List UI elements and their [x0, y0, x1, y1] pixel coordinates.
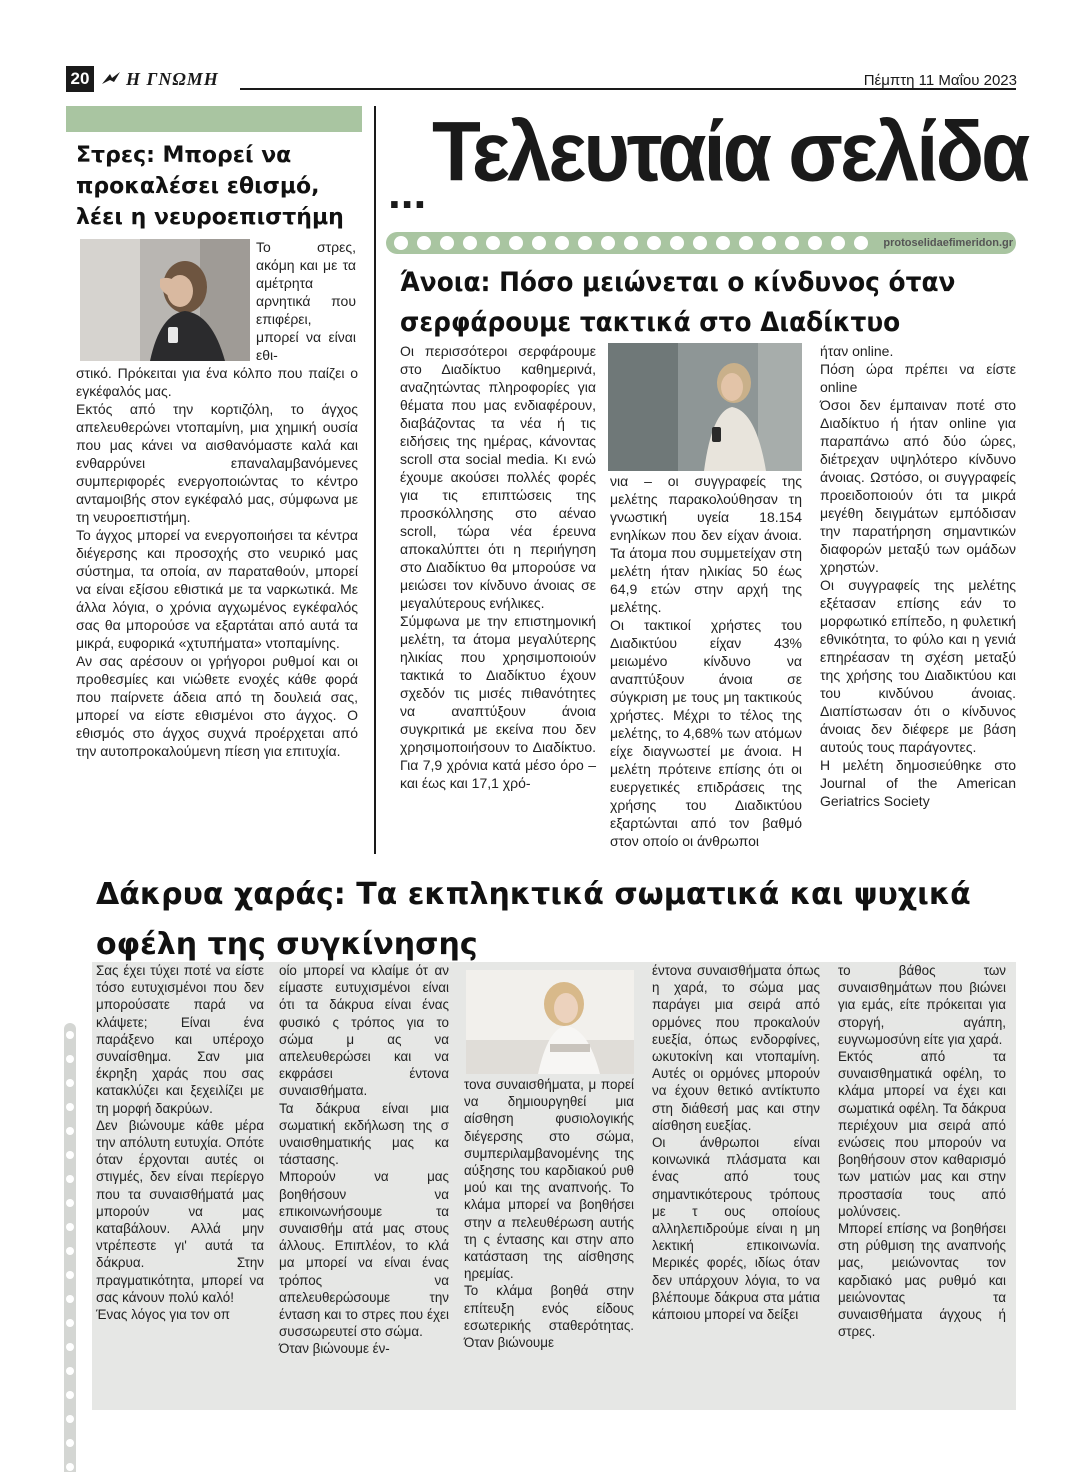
tears-paragraph: τονα συναισθήματα, μ πορεί να δημιουργηθεί μια αίσθηση φυσιολογικής διέγερσης στο σώμα, συμπεριλαμβανομένης της αύξησης του καρδιακού ρυθ μού και της αναπνοής. Το κλάμα μπορεί να βοηθήσει στην α πελευθέρωση αυτής τη ς έντασης και στην απο κατάσταση της αίσθησης ηρεμίας. — [464, 1077, 634, 1282]
stress-body — [76, 364, 358, 760]
decorative-dot — [66, 1103, 74, 1111]
tears-paragraph: Τα δάκρυα είναι μια σωματική εκδήλωση της σ υναισθηματικής μας κα τάστασης. — [279, 1100, 449, 1168]
dementia-subheading: Πόση ώρα πρέπει να είστε online — [820, 361, 1016, 395]
stress-paragraph: Αν σας αρέσουν οι γρήγοροι ρυθμοί και οι προθεσμίες και νιώθετε ενοχές κάθε φορά που παίρνετε άδεια από τη δουλειά σας, μπορεί να είστε εθισμένοι στο άγχος. Ο εθισμός στο άγχος συχνά προέρχεται από την αυτοπροκαλούμενη πίεση για επιτυχία. — [76, 653, 358, 759]
vertical-dots-band — [64, 874, 76, 1472]
dementia-paragraph: Οι συγγραφείς της μελέτης εξέτασαν επίσης εάν το μορφωτικό επίπεδο, η φυλετική εθνικότητα, το φύλο και η γενιά επηρέασαν τη σχέση μεταξύ της χρήσης του Διαδικτύου και του κινδύνου άνοιας. Διαπίστωσαν ότι ο κίνδυνος άνοιας δεν διέφερε με βάση αυτούς τους παράγοντες. — [820, 577, 1016, 755]
tears-column-4 — [652, 962, 820, 1323]
decorative-dot — [394, 236, 408, 250]
decorative-dot — [66, 1247, 74, 1255]
decorative-dot — [854, 236, 868, 250]
tears-column-3 — [464, 1076, 634, 1351]
tears-paragraph: Μπορεί επίσης να βοηθήσει στη ρύθμιση της αναπνοής μας, μειώνοντας τον καρδιακό μας ρυθμό και μειώνοντας τα συναισθήματα άγχους ή στρες. — [838, 1221, 1006, 1340]
dementia-photo — [608, 343, 802, 471]
stress-headline: Στρες: Μπορεί να προκαλέσει εθισμό, λέει η νευροεπιστήμη — [76, 143, 344, 230]
tears-paragraph: Οι άνθρωποι είναι κοινωνικά πλάσματα και ένας από τους σημαντικότερους τρόπους με τ ους οποίους αλληλεπιδρούμε είναι η μη λεκτική επικοινωνία. Μερικές φορές, ιδίως όταν δεν υπάρχουν λόγια, το να βλέπουμε δάκρυα στα μάτια κάποιου μπορεί να δείξει — [652, 1135, 820, 1323]
decorative-dot — [66, 1367, 74, 1375]
decorative-dot — [578, 236, 592, 250]
section-title: Τελευταία σελίδα — [432, 105, 1028, 199]
decorative-dot — [739, 236, 753, 250]
decorative-dot — [66, 1415, 74, 1423]
decorative-dot — [66, 1271, 74, 1279]
decorative-dot — [808, 236, 822, 250]
dementia-paragraph: Όσοι δεν έμπαιναν ποτέ στο Διαδίκτυο ή ήταν online για παραπάνω από δύο ώρες, διέτρεχαν υψηλότερο κίνδυνο άνοιας. Ωστόσο, οι συγγραφείς προειδοποιούν ότι τα μικρά μεγέθη δειγμάτων εμπόδισαν την παρατήρηση σημαντικών διαφορών μεταξύ των ομάδων χρηστών. — [820, 397, 1016, 575]
decorative-dot — [762, 236, 776, 250]
decorative-dot — [463, 236, 477, 250]
dementia-paragraph: Η μελέτη δημοσιεύθηκε στο Journal of the American Geriatrics Society — [820, 757, 1016, 809]
decorative-dot — [831, 236, 845, 250]
tears-column-1 — [96, 962, 264, 1323]
bird-logo-icon — [100, 68, 122, 90]
decorative-dot — [66, 1127, 74, 1135]
decorative-dot — [66, 1031, 74, 1039]
source-watermark: protoselidaefimeridon.gr — [883, 237, 1013, 249]
dementia-paragraph: ήταν online. — [820, 343, 894, 359]
dementia-column-2 — [610, 472, 802, 850]
left-accent-bar — [66, 106, 362, 132]
decorative-dot — [66, 1079, 74, 1087]
decorative-dot — [647, 236, 661, 250]
decorative-dot — [417, 236, 431, 250]
decorative-dot — [601, 236, 615, 250]
decorative-dot — [66, 1055, 74, 1063]
tears-paragraph: Δεν βιώνουμε κάθε μέρα την απόλυτη ευτυχία. Οπότε όταν έρχονται αυτές οι στιγμές, δεν είναι περίεργο που τα συναισθήματά μας μπορούν να μας καταβάλουν. Αλλά μην ντρέπεστε γι' αυτά τα δάκρυα. Στην πραγματικότητα, μπορεί να σας κάνουν πολύ καλό! — [96, 1117, 264, 1305]
stress-intro-text: Το στρες, ακόμη και με τα αμέτρητα αρνητικά που επιφέρει, μπορεί να είναι εθι- — [256, 239, 356, 363]
dementia-column-3 — [820, 342, 1016, 810]
decorative-dot — [486, 236, 500, 250]
tears-paragraph: έντονα συναισθήματα όπως η χαρά, το σώμα μας παράγει μια σειρά από ορμόνες που προκαλούν ευεξία, όπως ενδορφίνες, ωκυτοκίνη και ντοπαμίνη. Αυτές οι ορμόνες μπορούν να έχουν θετικό αντίκτυπο στη διάθεσή μας και στην αίσθηση ευεξίας. — [652, 963, 820, 1133]
decorative-dot — [66, 1463, 74, 1471]
page-number: 20 — [66, 66, 94, 92]
stress-paragraph: στικό. Πρόκειται για ένα κόλπο που παίζει ο εγκέφαλός μας. — [76, 365, 358, 399]
tears-paragraph: Το κλάμα βοηθά στην επίτευξη ενός είδους εσωτερικής σταθερότητας. Όταν βιώνουμε — [464, 1283, 634, 1351]
tears-headline: Δάκρυα χαράς: Τα εκπληκτικά σωματικά και ψυχικά οφέλη της συγκίνησης — [96, 877, 971, 962]
decorative-dot — [66, 1295, 74, 1303]
newspaper-name: Η ΓΝΩΜΗ — [126, 68, 219, 89]
decorative-dot — [66, 1343, 74, 1351]
decorative-dot — [66, 1319, 74, 1327]
decorative-dot — [532, 236, 546, 250]
stress-paragraph: Εκτός από την κορτιζόλη, το άγχος απελευθερώνει ντοπαμίνη, μια χημική ουσία που μας κάνει να αισθανόμαστε καλά και ενθαρρύνει επαναλαμβανόμενες συμπεριφορές ενεργοποιώντας το κέντρο ανταμοιβής στον εγκέφαλό μας, σύμφωνα με τη νευροεπιστήμη. — [76, 401, 358, 525]
decorative-dot — [66, 1175, 74, 1183]
tears-paragraph: Όταν βιώνουμε έν- — [279, 1341, 390, 1357]
tears-paragraph: Μπορούν να μας βοηθήσουν να επικοινωνήσουμε τα συναισθήμ ατά μας στους άλλους. Επιπλέον, το κλά μα μπορεί να είναι ένας τρόπος να απελευθερώσουμε την ένταση και το στρες που έχει συσσωρευτεί στο σώμα. — [279, 1169, 449, 1340]
decorative-dot — [555, 236, 569, 250]
dementia-paragraph: νια – οι συγγραφείς της μελέτης παρακολούθησαν τη γνωστική υγεία 18.154 ενηλίκων που δεν είχαν άνοια. Τα άτομα που συμμετείχαν στη μελέτη ήταν ηλικίας 50 έως 64,9 ετών στην αρχή της μελέτης. — [610, 473, 802, 615]
dementia-column-1 — [400, 342, 596, 792]
dementia-paragraph: Σύμφωνα με την επιστημονική μελέτη, τα άτομα μεγαλύτερης ηλικίας που χρησιμοποιούν τακτικά το Διαδίκτυο έχουν σχεδόν τις μισές πιθανότητες να αναπτύξουν άνοια συγκριτικά με εκείνα που δεν χρησιμοποιήσουν το Διαδίκτυο. Για 7,9 χρόνια κατά μέσο όρο – και έως και 17,1 χρό- — [400, 613, 596, 791]
tears-paragraph: Ένας λόγος για τον οπ — [96, 1307, 230, 1323]
decorative-dot — [66, 1151, 74, 1159]
decorative-dot — [66, 1223, 74, 1231]
tears-paragraph: το βάθος των συναισθημάτων που βιώνει για εμάς, είτε πρόκειται για στοργή, αγάπη, ευγνωμοσύνη είτε για χαρά. — [838, 963, 1006, 1047]
tears-paragraph: οίο μπορεί να κλαίμε ότ αν είμαστε ευτυχισμένοι είναι ότι τα δάκρυα είναι ένας φυσικό ς τρόπος για το σώμα μ ας να απελευθερώσει και να εκφράσει έντονα συναισθήματα. — [279, 963, 449, 1099]
decorative-dot — [509, 236, 523, 250]
issue-date: Πέμπτη 11 Μαΐου 2023 — [863, 72, 1017, 89]
dementia-paragraph: Οι τακτικοί χρήστες του Διαδικτύου είχαν 43% μειωμένο κίνδυνο να αναπτύξουν άνοια σε σύγκριση με τους μη τακτικούς χρήστες. Μέχρι το τέλος της μελέτης, το 4,68% των ατόμων είχε διαγνωστεί με άνοια. Η μελέτη πρότεινε επίσης ότι οι ευεργετικές επιδράσεις της χρήσης του Διαδικτύου εξαρτώνται από τον βαθμό στον οποίο οι άνθρωποι — [610, 617, 802, 849]
tears-paragraph: Σας έχει τύχει ποτέ να είστε τόσο ευτυχισμένοι που δεν μπορούσατε παρά να κλάψετε; Είναι ένα παράξενο και υπέροχο συναίσθημα. Σαν μια έκρηξη χαράς που σας κατακλύζει και ξεχειλίζει με τη μορφή δακρύων. — [96, 963, 264, 1116]
decorative-dot — [670, 236, 684, 250]
decorative-dot — [440, 236, 454, 250]
tears-photo — [466, 970, 634, 1074]
decorative-dot — [624, 236, 638, 250]
tears-column-2 — [279, 962, 449, 1358]
section-dots: ... — [388, 166, 427, 218]
dementia-paragraph: Οι περισσότεροι σερφάρουμε στο Διαδίκτυο καθημερινά, αναζητώντας πληροφορίες για θέματα που μας ενδιαφέρουν, διαβάζοντας τα νέα ή τις ειδήσεις της ημέρας, κάνοντας scroll στα social media. Κι ενώ έχουμε ακούσει πολλές φορές για τις επιπτώσεις της προσκόλλησης στο αέναο scroll, τώρα νέα έρευνα αποκαλύπτει ότι η περιήγηση στο Διαδίκτυο θα μπορούσε να μειώσει τον κίνδυνο άνοιας σε μεγαλύτερους ενήλικες. — [400, 343, 596, 611]
tears-paragraph: Εκτός από τα συναισθηματικά οφέλη, το κλάμα μπορεί να έχει και σωματικά οφέλη. Τα δάκρυα περιέχουν μια σειρά από ενώσεις που μπορούν να βοηθήσουν στον καθαρισμό των ματιών μας και στην προστασία τους από μολύνσεις. — [838, 1049, 1006, 1219]
decorative-dot — [66, 1439, 74, 1447]
stress-photo — [80, 239, 250, 361]
column-divider — [374, 106, 376, 854]
decorative-dot — [66, 1391, 74, 1399]
tears-column-5 — [838, 962, 1006, 1340]
stress-paragraph: Το άγχος μπορεί να ενεργοποιήσει τα κέντρα διέγερσης και προσοχής στο νευρικό μας σύστημα, τα οποία, αν παραταθούν, μπορεί να είναι εξίσου εθιστικά με τα ναρκωτικά. Με άλλα λόγια, ο χρόνια αγχωμένος εγκέφαλός σας θα μπορούσε να εξαρτάται από αυτά τα μικρά, ευφορικά «χτυπήματα» ντοπαμίνης. — [76, 527, 358, 651]
decorative-dot — [693, 236, 707, 250]
newspaper-logo — [100, 66, 219, 92]
dementia-headline: Άνοια: Πόσο μειώνεται ο κίνδυνος όταν σερφάρουμε τακτικά στο Διαδίκτυο — [400, 267, 956, 338]
decorative-dot — [716, 236, 730, 250]
decorative-dot — [66, 1199, 74, 1207]
decorative-dot — [785, 236, 799, 250]
